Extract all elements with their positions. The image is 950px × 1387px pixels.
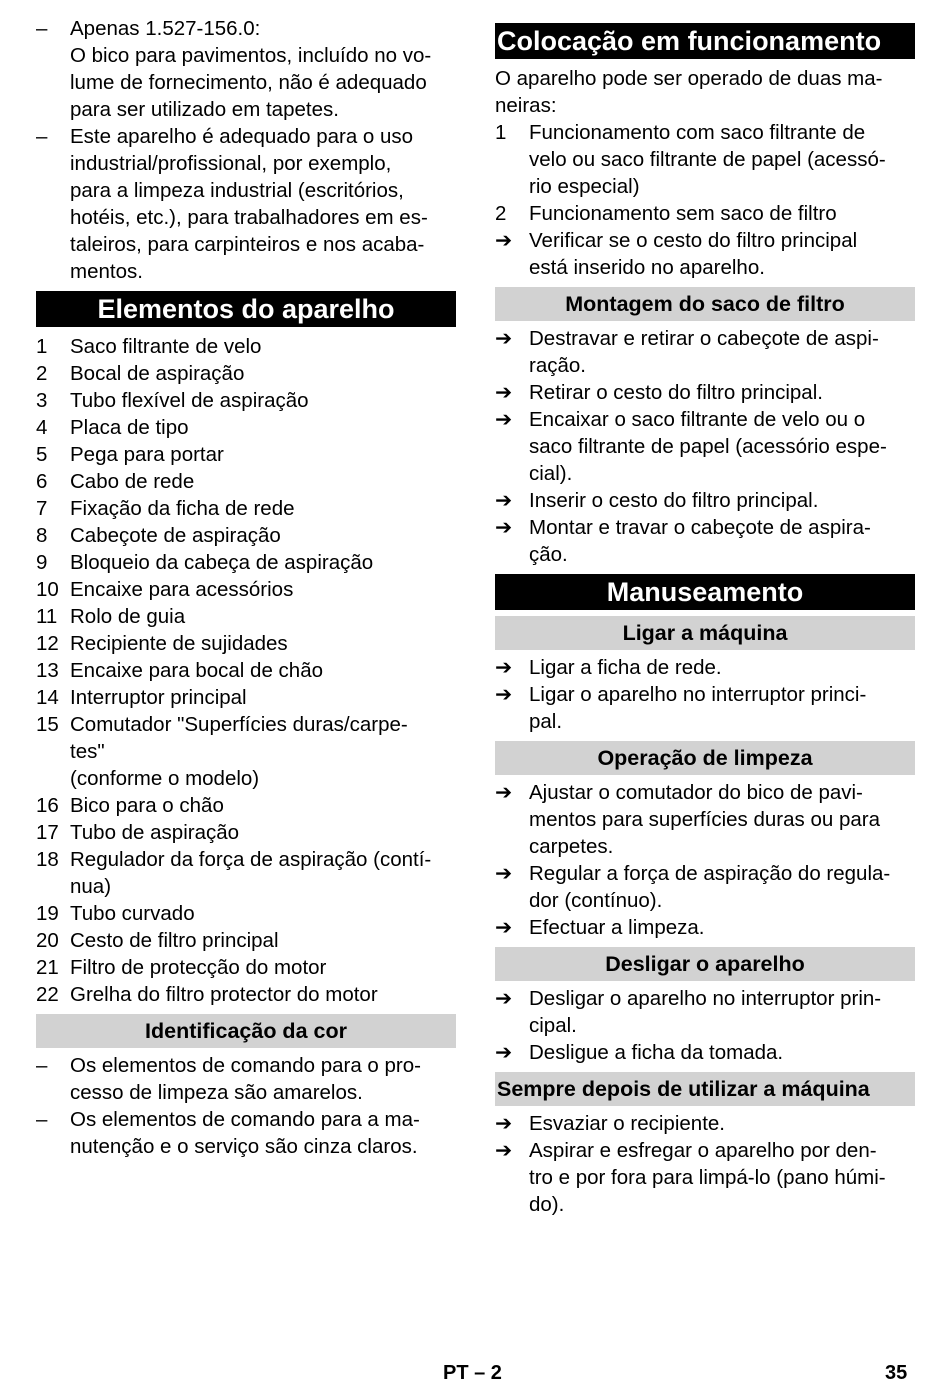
item-text: Placa de tipo (70, 416, 189, 439)
list-item (36, 576, 456, 603)
list-item (36, 927, 456, 954)
footer-language-section: PT – 2 (443, 1362, 502, 1384)
item-text: Cesto de filtro principal (70, 929, 279, 952)
list-text: Inserir o cesto do filtro principal. (529, 489, 819, 512)
list-item (495, 914, 915, 941)
list-item (36, 900, 456, 927)
list-text: Ajustar o comutador do bico de pavi- mentos para superfícies duras ou para carpetes. (529, 781, 880, 858)
item-text: Cabeçote de aspiração (70, 524, 281, 547)
item-number: 16 (36, 794, 59, 817)
section-heading-start: Colocação em funcionamento (495, 23, 915, 59)
right-column (495, 15, 915, 1218)
item-number: 10 (36, 578, 59, 601)
item-text: Interruptor principal (70, 686, 247, 709)
item-number: 9 (36, 551, 48, 574)
list-text: Este aparelho é adequado para o uso industrial/profissional, por exemplo, para a limpeza industrial (escritórios, hotéis, etc.), para trabalhadores em es- taleiros, para carpinteiros e nos acaba- mentos. (70, 125, 428, 283)
on-list (495, 654, 915, 735)
after-list (495, 1110, 915, 1218)
item-number: 21 (36, 956, 59, 979)
item-text: Bloqueio da cabeça de aspiração (70, 551, 374, 574)
arrow-icon: ➔ (495, 656, 513, 679)
off-list (495, 985, 915, 1066)
list-item (495, 487, 915, 514)
list-item (36, 414, 456, 441)
list-text: Os elementos de comando para o pro- cesso de limpeza são amarelos. (70, 1054, 421, 1104)
list-item (495, 779, 915, 860)
list-item (495, 514, 915, 568)
list-text: Verificar se o cesto do filtro principal está inserido no aparelho. (529, 229, 858, 279)
list-item (36, 954, 456, 981)
list-item (495, 227, 915, 281)
list-item (36, 981, 456, 1008)
arrow-icon: ➔ (495, 408, 513, 431)
list-item (495, 379, 915, 406)
item-text: Filtro de protecção do motor (70, 956, 327, 979)
item-number: 4 (36, 416, 48, 439)
start-list (495, 119, 915, 281)
item-text: Grelha do filtro protector do motor (70, 983, 378, 1006)
list-text: Funcionamento sem saco de filtro (529, 202, 837, 225)
arrow-icon: ➔ (495, 489, 513, 512)
item-text: Recipiente de sujidades (70, 632, 288, 655)
filter-list (495, 325, 915, 568)
item-text: Comutador "Superfícies duras/carpe- tes" (conforme o modelo) (70, 713, 408, 790)
list-text: Os elementos de comando para a ma- nutenção e o serviço são cinza claros. (70, 1108, 420, 1158)
section-heading-color: Identificação da cor (36, 1014, 456, 1048)
item-text: Fixação da ficha de rede (70, 497, 295, 520)
list-text: Ligar o aparelho no interruptor princi- pal. (529, 683, 867, 733)
list-item (495, 325, 915, 379)
list-marker: 2 (495, 202, 507, 225)
list-text: Funcionamento com saco filtrante de velo ou saco filtrante de papel (acessó- rio especial) (529, 121, 886, 198)
arrow-icon: ➔ (495, 516, 513, 539)
list-text: Montar e travar o cabeçote de aspira- ção. (529, 516, 871, 566)
list-item (495, 406, 915, 487)
list-text: Efectuar a limpeza. (529, 916, 705, 939)
list-marker: – (36, 17, 48, 40)
list-item (36, 495, 456, 522)
list-item (495, 1110, 915, 1137)
color-list (36, 1052, 456, 1160)
item-number: 12 (36, 632, 59, 655)
list-marker: 1 (495, 121, 507, 144)
item-text: Tubo curvado (70, 902, 195, 925)
list-item (36, 819, 456, 846)
list-item (36, 792, 456, 819)
intro-list (36, 15, 456, 285)
item-text: Bico para o chão (70, 794, 224, 817)
elements-list (36, 333, 456, 1008)
list-item (36, 684, 456, 711)
item-number: 7 (36, 497, 48, 520)
list-marker: – (36, 1054, 48, 1077)
arrow-icon: ➔ (495, 683, 513, 706)
item-number: 17 (36, 821, 59, 844)
start-intro: O aparelho pode ser operado de duas ma- neiras: (495, 67, 883, 117)
list-item (36, 846, 456, 900)
item-text: Saco filtrante de velo (70, 335, 262, 358)
list-item (36, 15, 456, 123)
list-text: Regular a força de aspiração do regula- dor (contínuo). (529, 862, 891, 912)
item-number: 3 (36, 389, 48, 412)
list-item (495, 200, 915, 227)
list-text: Esvaziar o recipiente. (529, 1112, 725, 1135)
item-number: 2 (36, 362, 48, 385)
item-text: Encaixe para bocal de chão (70, 659, 324, 682)
item-text: Pega para portar (70, 443, 224, 466)
item-number: 6 (36, 470, 48, 493)
list-text: Aspirar e esfregar o aparelho por den- tro e por fora para limpá-lo (pano húmi- do). (529, 1139, 886, 1216)
section-heading-clean: Operação de limpeza (495, 741, 915, 775)
list-item (36, 123, 456, 285)
list-item (495, 1137, 915, 1218)
list-item (495, 860, 915, 914)
list-item (36, 333, 456, 360)
list-marker: – (36, 125, 48, 148)
item-number: 18 (36, 848, 59, 871)
section-heading-off: Desligar o aparelho (495, 947, 915, 981)
left-column (36, 15, 456, 1160)
section-heading-elements: Elementos do aparelho (36, 291, 456, 327)
list-item (36, 603, 456, 630)
arrow-icon: ➔ (495, 1041, 513, 1064)
item-number: 13 (36, 659, 59, 682)
list-item (36, 1106, 456, 1160)
list-item (36, 387, 456, 414)
arrow-icon: ➔ (495, 916, 513, 939)
item-number: 8 (36, 524, 48, 547)
list-item (36, 360, 456, 387)
item-text: Rolo de guia (70, 605, 186, 628)
arrow-icon: ➔ (495, 781, 513, 804)
section-heading-after: Sempre depois de utilizar a máquina (495, 1072, 915, 1106)
item-text: Tubo de aspiração (70, 821, 240, 844)
item-number: 15 (36, 713, 59, 736)
list-item (36, 630, 456, 657)
arrow-icon: ➔ (495, 1112, 513, 1135)
item-text: Tubo flexível de aspiração (70, 389, 309, 412)
arrow-icon: ➔ (495, 987, 513, 1010)
item-number: 22 (36, 983, 59, 1006)
item-number: 19 (36, 902, 59, 925)
list-item (495, 654, 915, 681)
page-number: 35 (885, 1362, 908, 1384)
section-heading-filter: Montagem do saco de filtro (495, 287, 915, 321)
list-text: Desligar o aparelho no interruptor prin- cipal. (529, 987, 882, 1037)
item-number: 20 (36, 929, 59, 952)
list-item (36, 711, 456, 792)
list-item (36, 657, 456, 684)
item-text: Cabo de rede (70, 470, 195, 493)
item-text: Bocal de aspiração (70, 362, 245, 385)
list-text: Ligar a ficha de rede. (529, 656, 722, 679)
list-item (36, 1052, 456, 1106)
arrow-icon: ➔ (495, 381, 513, 404)
item-text: Encaixe para acessórios (70, 578, 294, 601)
list-text: Encaixar o saco filtrante de velo ou o saco filtrante de papel (acessório espe- cial). (529, 408, 887, 485)
list-item (495, 119, 915, 200)
list-item (495, 985, 915, 1039)
arrow-icon: ➔ (495, 1139, 513, 1162)
list-text: Retirar o cesto do filtro principal. (529, 381, 823, 404)
arrow-icon: ➔ (495, 327, 513, 350)
item-number: 14 (36, 686, 59, 709)
list-text: Apenas 1.527-156.0: O bico para pavimentos, incluído no vo- lume de fornecimento, não é adequado para ser utilizado em tapetes. (70, 17, 432, 121)
list-text: Desligue a ficha da tomada. (529, 1041, 784, 1064)
section-heading-handling: Manuseamento (495, 574, 915, 610)
list-item (495, 681, 915, 735)
list-item (36, 549, 456, 576)
section-heading-on: Ligar a máquina (495, 616, 915, 650)
list-item (36, 522, 456, 549)
list-item (36, 441, 456, 468)
item-number: 5 (36, 443, 48, 466)
list-item (495, 1039, 915, 1066)
item-number: 1 (36, 335, 48, 358)
list-item (36, 468, 456, 495)
arrow-icon: ➔ (495, 229, 513, 252)
arrow-icon: ➔ (495, 862, 513, 885)
item-number: 11 (36, 605, 58, 628)
item-text: Regulador da força de aspiração (contí- nua) (70, 848, 432, 898)
list-text: Destravar e retirar o cabeçote de aspi- ração. (529, 327, 879, 377)
list-marker: – (36, 1108, 48, 1131)
clean-list (495, 779, 915, 941)
